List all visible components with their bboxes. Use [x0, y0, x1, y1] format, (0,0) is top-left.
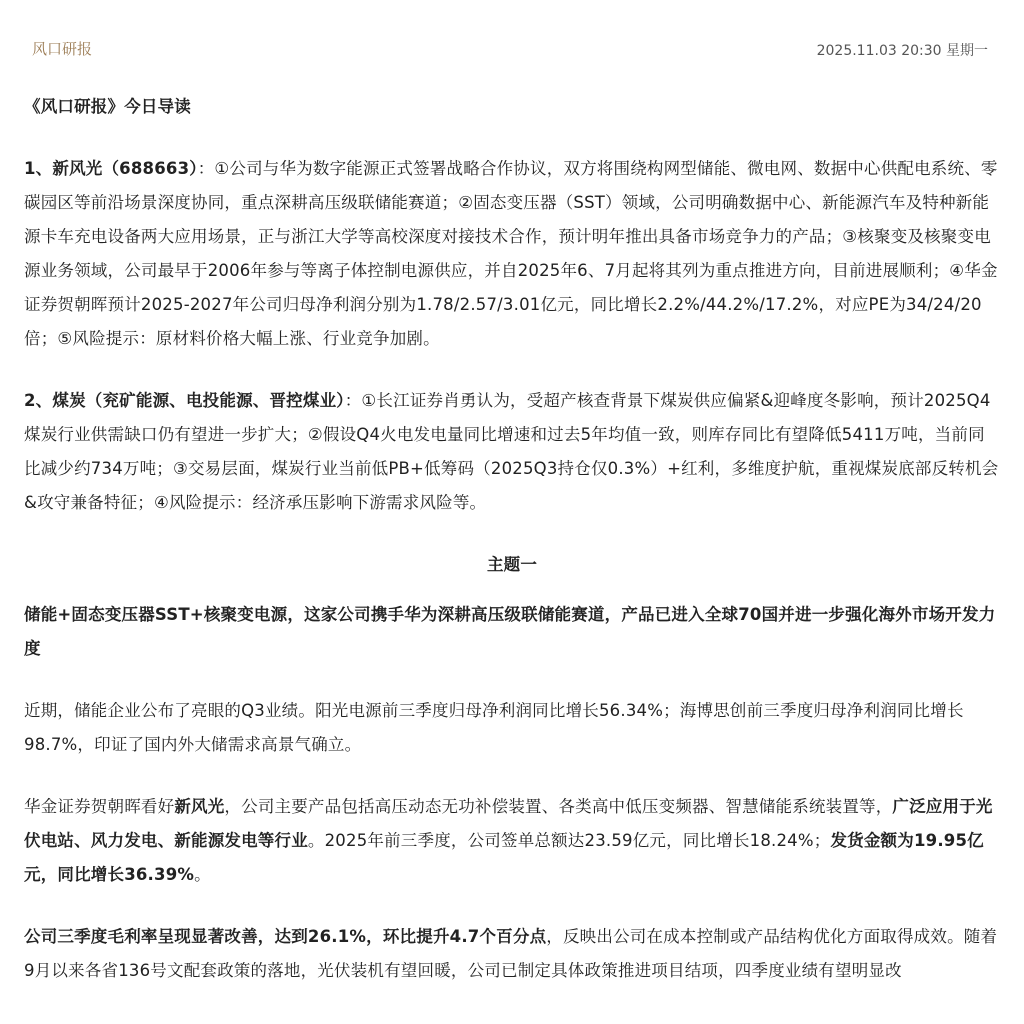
paragraph-3-bold-1: 公司三季度毛利率呈现显著改善，达到26.1%，环比提升4.7个百分点 [24, 927, 547, 946]
guide-item-1-body: ：①公司与华为数字能源正式签署战略合作协议，双方将围绕构网型储能、微电网、数据中心供配电系统、零碳园区等前沿场景深度协同，重点深耕高压级联储能赛道；②固态变压器（SST）领域，公司明确数据中心、新能源汽车及特种新能源卡车充电设备两大应用场景，正与浙江大学等高校深度对接技术合作，预计明年推出具备市场竞争力的产品；③核聚变及核聚变电源业务领域，公司最早于2006年参与等离子体控制电源供应，并自2025年6、7月起将其列为重点推进方向，目前进展顺利；④华金证券贺朝晖预计2025-2027年公司归母净利润分别为1.78/2.57/3.01亿元，同比增长2.2%/44.2%/17.2%，对应PE为34/24/20倍；⑤风险提示：原材料价格大幅上涨、行业竞争加剧。 [24, 159, 998, 348]
article-body [24, 90, 1000, 988]
publish-datetime: 2025.11.03 20:30 星期一 [816, 43, 988, 59]
article-header [26, 38, 988, 62]
brand-name[interactable]: 风口研报 [32, 40, 93, 58]
paragraph-2-bold-2: 广泛应用于光伏电站、风力发电、新能源发电等行业 [24, 797, 993, 850]
theme-headline [24, 598, 1000, 666]
paragraph-1: 近期，储能企业公布了亮眼的Q3业绩。阳光电源前三季度归母净利润同比增长56.34%；海博思创前三季度归母净利润同比增长98.7%，印证了国内外大储需求高景气确立。 [24, 701, 964, 754]
guide-item-1 [24, 152, 1000, 356]
paragraph-2 [24, 790, 1000, 892]
paragraph-2-text-2: ，公司主要产品包括高压动态无功补偿装置、各类高中低压变频器、智慧储能系统装置等， [224, 797, 893, 816]
paragraph-2-text-3: 。2025年前三季度，公司签单总额达23.59亿元，同比增长18.24%； [307, 831, 831, 850]
guide-item-2-heading: 2、煤炭（兖矿能源、电投能源、晋控煤业） [24, 391, 345, 410]
guide-title: 《风口研报》今日导读 [24, 97, 191, 116]
paragraph-2-bold-3: 发货金额为19.95亿元，同比增长36.39% [24, 831, 984, 884]
paragraph-3 [24, 920, 1000, 988]
paragraph-3-text-1: ，反映出公司在成本控制或产品结构优化方面取得成效。随着9月以来各省136号文配套政策的落地，光伏装机有望回暖，公司已制定具体政策推进项目结项，四季度业绩有望明显改 [24, 927, 998, 980]
guide-item-2 [24, 384, 1000, 520]
paragraph-2-text-1: 华金证券贺朝晖看好 [24, 797, 175, 816]
paragraph-2-text-4: 。 [194, 865, 211, 884]
guide-item-2-body: ：①长江证券肖勇认为，受超产核查背景下煤炭供应偏紧&迎峰度冬影响，预计2025Q4煤炭行业供需缺口仍有望进一步扩大；②假设Q4火电发电量同比增速和过去5年均值一致，则库存同比有望降低5411万吨，当前同比减少约734万吨；③交易层面，煤炭行业当前低PB+低筹码（2025Q3持仓仅0.3%）+红利，多维度护航，重视煤炭底部反转机会&攻守兼备特征；④风险提示：经济承压影响下游需求风险等。 [24, 391, 999, 512]
theme-headline-text: 储能+固态变压器SST+核聚变电源，这家公司携手华为深耕高压级联储能赛道，产品已进入全球70国并进一步强化海外市场开发力度 [24, 605, 996, 658]
guide-item-1-heading: 1、新风光（688663） [24, 159, 198, 178]
paragraph-2-bold-1: 新风光 [174, 797, 225, 816]
section-title: 主题一 [486, 555, 538, 574]
